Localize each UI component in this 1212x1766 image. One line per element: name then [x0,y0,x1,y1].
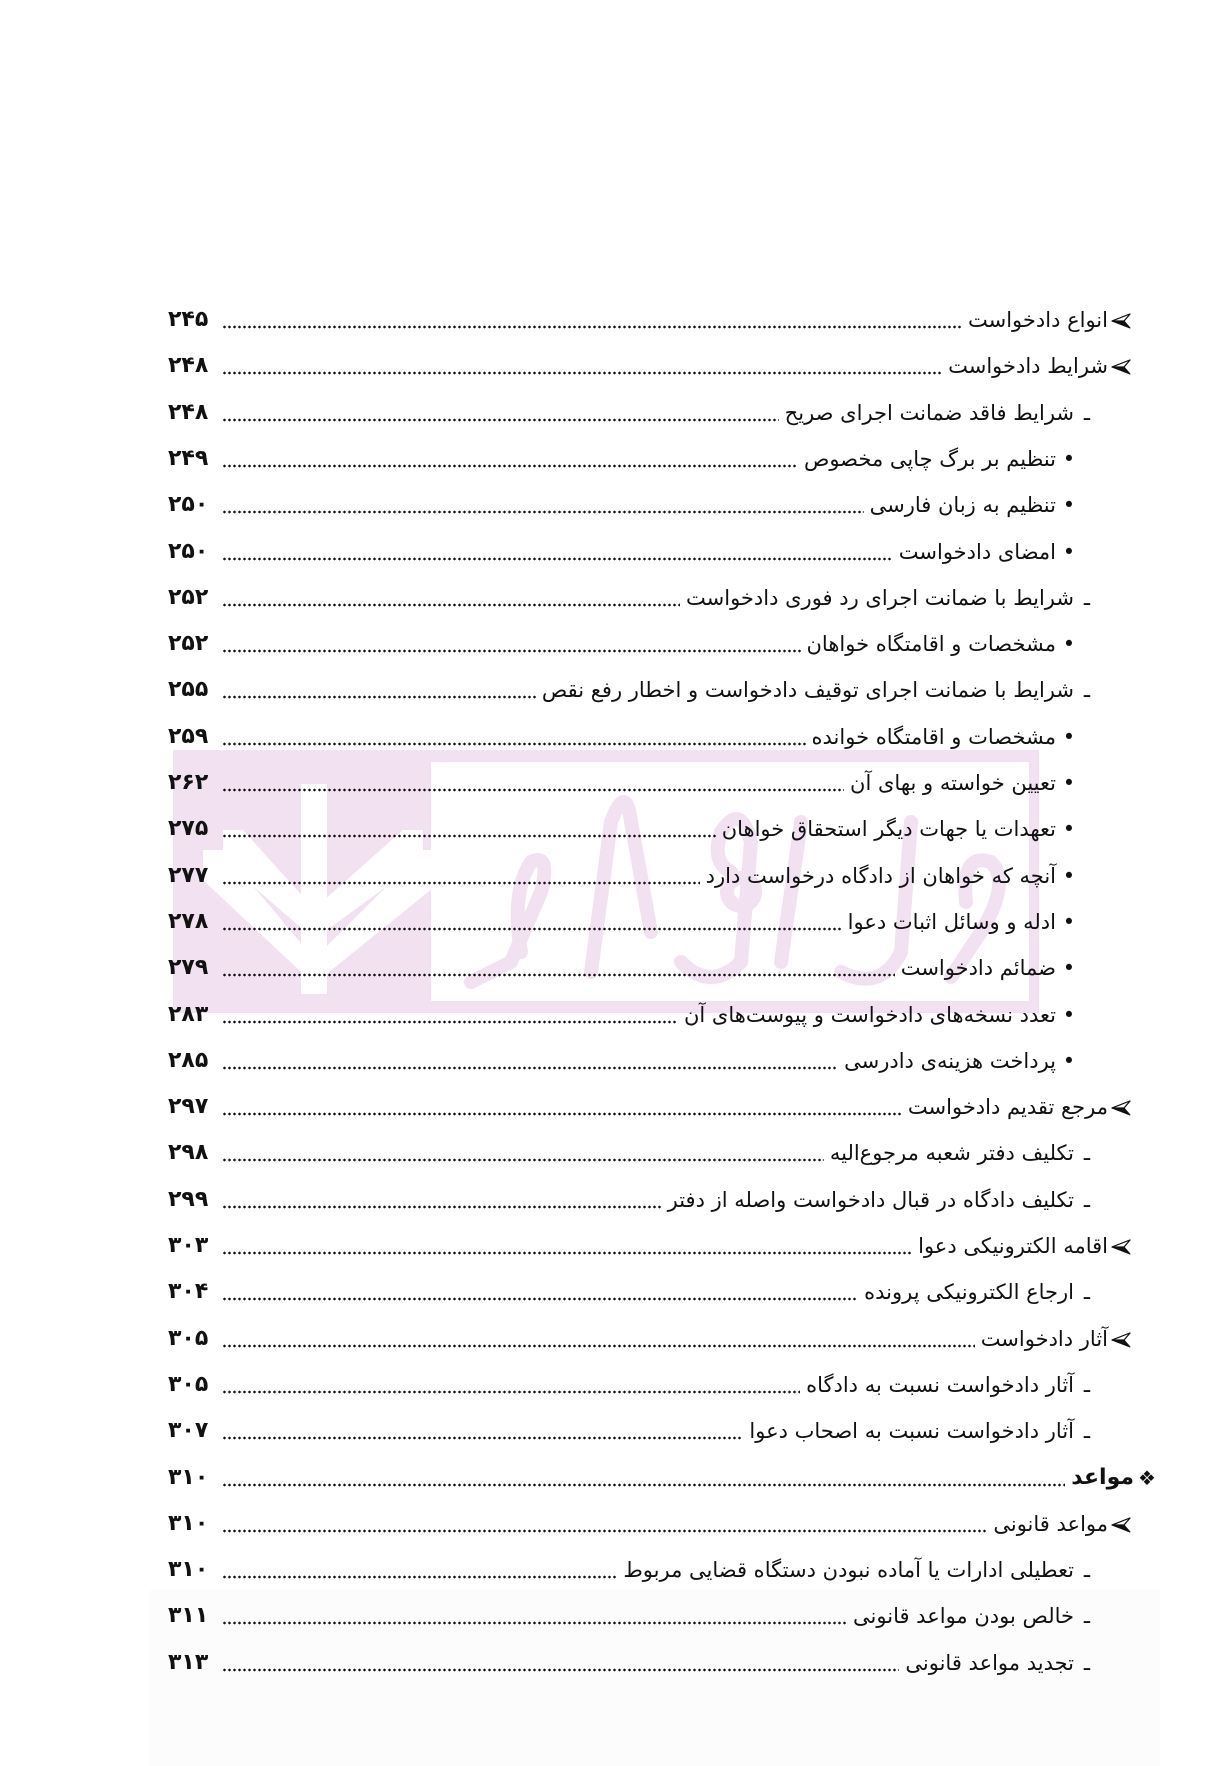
toc-entry[interactable] [168,763,1082,803]
entry-page-number: ۲۵۵ [168,677,209,703]
dot-leader [222,1205,662,1209]
toc-entry[interactable] [168,995,1082,1035]
dash-icon: ـ [1083,1604,1091,1629]
toc-entry[interactable] [168,532,1082,572]
entry-page-number: ۳۰۵ [168,1371,209,1397]
dot-leader [222,1529,987,1533]
entry-title: تنظیم بر برگ چاپی مخصوص [803,446,1056,471]
dot-leader [222,464,798,468]
bullet-icon: • [1062,1002,1076,1027]
dash-icon: ـ [1083,678,1091,703]
arrow-icon [1108,1319,1134,1359]
entry-page-number: ۲۷۹ [168,955,209,981]
entry-page-number: ۲۵۲ [168,584,209,610]
entry-title: تعهدات یا جهات دیگر استحقاق خواهان [721,817,1056,842]
toc-entry[interactable] [168,1319,1134,1359]
entry-title: شرایط با ضمانت اجرای رد فوری دادخواست [686,585,1074,610]
dot-leader [222,973,895,977]
entry-page-number: ۲۵۰ [168,492,209,518]
toc-entry[interactable] [168,1643,1100,1683]
entry-title: آنچه که خواهان از دادگاه درخواست دارد [705,863,1056,888]
entry-title: شرایط فاقد ضمانت اجرای صریح [784,400,1074,425]
entry-title: پرداخت هزینه‌ی دادرسی [844,1048,1056,1073]
dot-leader [222,881,700,885]
toc-entry[interactable] [168,1411,1100,1451]
dash-icon: ـ [1083,1419,1091,1444]
bullet-icon: • [1062,771,1076,795]
entry-title: ارجاع الکترونیکی پرونده [864,1280,1074,1305]
entry-page-number: ۲۴۸ [168,399,209,425]
bullet-icon: • [1062,909,1076,934]
entry-title: ادله و وسائل اثبات دعوا [847,909,1056,934]
dot-leader [222,1066,838,1070]
toc-entry[interactable] [168,1226,1134,1266]
entry-page-number: ۳۱۱ [168,1603,209,1629]
bullet-icon: • [1062,724,1076,749]
entry-page-number: ۲۹۹ [168,1186,209,1212]
entry-page-number: ۲۴۸ [168,353,209,379]
entry-title: اقامه الکترونیکی دعوا [918,1234,1108,1258]
entry-page-number: ۲۸۳ [168,1001,209,1027]
dash-icon: ـ [1083,585,1091,610]
entry-page-number: ۲۷۷ [168,862,209,888]
dot-leader [222,1621,847,1625]
entry-title: آثار دادخواست نسبت به اصحاب دعوا [749,1419,1074,1444]
dot-leader [222,1575,617,1579]
bullet-icon: • [1062,446,1076,471]
toc-entry[interactable] [168,1458,1160,1498]
entry-title: آثار دادخواست [980,1326,1108,1351]
toc-entry[interactable] [168,670,1100,710]
dot-leader [222,1344,975,1348]
arrow-icon [1108,1504,1134,1544]
entry-title: ضمائم دادخواست [900,956,1056,981]
dot-leader [222,927,842,931]
entry-page-number: ۳۰۵ [168,1325,209,1351]
toc-entry[interactable] [168,1365,1100,1405]
dot-leader [222,1112,902,1116]
entry-title: خالص بودن مواعد قانونی [853,1604,1074,1629]
dash-icon: ـ [1083,1372,1091,1397]
toc-entry[interactable] [168,393,1100,433]
entry-title: مواعد [1071,1464,1134,1490]
dash-icon: ـ [1083,400,1091,425]
dot-leader [222,649,801,653]
entry-page-number: ۲۵۰ [168,538,209,564]
dash-icon: ـ [1083,1650,1091,1675]
entry-title: امضای دادخواست [898,539,1056,564]
dot-leader [222,834,716,838]
dot-leader [222,742,806,746]
entry-page-number: ۲۸۵ [168,1047,209,1073]
toc-entry[interactable] [168,485,1082,525]
entry-title: مرجع تقدیم دادخواست [907,1095,1108,1120]
toc-entry[interactable] [168,439,1082,479]
toc-entry[interactable] [168,1180,1100,1220]
bullet-icon: • [1062,956,1076,981]
entry-page-number: ۲۵۲ [168,631,209,657]
dot-leader [222,1436,743,1440]
dot-leader [222,510,864,514]
toc-entry[interactable] [168,948,1082,988]
entry-page-number: ۲۴۹ [168,445,209,471]
arrow-icon [1108,346,1134,386]
entry-page-number: ۲۷۸ [168,908,209,934]
dot-leader [222,788,844,792]
bullet-icon: • [1062,1048,1076,1073]
dot-leader [222,695,536,699]
entry-page-number: ۳۰۴ [168,1279,209,1305]
entry-title: تجدید مواعد قانونی [905,1650,1074,1675]
toc-entry[interactable] [168,856,1082,896]
toc-entry[interactable] [168,300,1134,340]
dot-leader [222,1668,899,1672]
bullet-icon: • [1062,632,1076,657]
entry-title: شرایط با ضمانت اجرای توقیف دادخواست و اخطار رفع نقص [541,678,1074,703]
entry-page-number: ۳۱۳ [168,1649,209,1675]
toc-entry[interactable] [168,717,1082,757]
bullet-icon: • [1062,539,1076,564]
dash-icon: ـ [1083,1280,1091,1305]
entry-title: انواع دادخواست [968,308,1108,332]
dash-icon: ـ [1083,1187,1091,1212]
dot-leader [222,371,942,375]
entry-page-number: ۲۵۹ [168,723,209,749]
entry-title: مشخصات و اقامتگاه خواهان [806,632,1056,657]
toc-entry[interactable] [168,1133,1100,1173]
toc-entry[interactable] [168,1087,1134,1127]
entry-title: شرایط دادخواست [948,354,1108,379]
entry-page-number: ۲۷۵ [168,816,209,842]
dot-leader [222,325,962,329]
entry-title: آثار دادخواست نسبت به دادگاه [806,1372,1074,1397]
toc-entry[interactable] [168,1550,1100,1590]
bullet-icon: • [1062,493,1076,518]
entry-title: تنظیم به زبان فارسی [869,493,1056,518]
entry-page-number: ۳۰۳ [168,1233,209,1258]
entry-page-number: ۲۶۲ [168,770,209,795]
arrow-icon [1108,1226,1134,1266]
dot-leader [222,1020,678,1024]
entry-title: تکلیف دادگاه در قبال دادخواست واصله از دفتر [667,1187,1074,1212]
toc-entry[interactable] [168,1596,1100,1636]
dot-leader [222,557,893,561]
bullet-icon: • [1062,863,1076,888]
toc-entry[interactable] [168,624,1082,664]
toc-entry[interactable] [168,346,1134,386]
entry-page-number: ۲۹۸ [168,1140,209,1166]
arrow-icon [1108,300,1134,340]
entry-title: مواعد قانونی [993,1511,1108,1536]
dot-leader [222,1297,858,1301]
diamond-icon: ❖ [1138,1465,1156,1490]
bullet-icon: • [1062,817,1076,842]
entry-title: مشخصات و اقامتگاه خوانده [811,724,1056,749]
entry-page-number: ۲۹۷ [168,1094,209,1120]
dot-leader [222,1390,800,1394]
dash-icon: ـ [1083,1141,1091,1166]
arrow-icon [1108,1087,1134,1127]
entry-title: تعطیلی ادارات یا آماده نبودن دستگاه قضایی مربوط [623,1558,1074,1583]
dot-leader [222,418,779,422]
dot-leader [222,603,680,607]
entry-page-number: ۳۱۰ [168,1557,209,1583]
dot-leader [222,1251,912,1255]
entry-title: تعدد نسخه‌های دادخواست و پیوست‌های آن [683,1002,1056,1027]
dash-icon: ـ [1083,1558,1091,1583]
toc-entry[interactable] [168,902,1082,942]
toc-entry[interactable] [168,809,1082,849]
entry-page-number: ۳۰۷ [168,1418,209,1444]
entry-title: تکلیف دفتر شعبه مرجوع‌الیه [829,1141,1074,1166]
toc-entry[interactable] [168,1041,1082,1081]
entry-page-number: ۲۴۵ [168,307,209,332]
entry-page-number: ۳۱۰ [168,1464,209,1490]
entry-page-number: ۳۱۰ [168,1510,209,1536]
toc-entry[interactable] [168,1504,1134,1544]
dot-leader [222,1158,824,1162]
toc-entry[interactable] [168,1272,1100,1312]
toc-entry[interactable] [168,578,1100,618]
entry-title: تعیین خواسته و بهای آن [850,771,1056,795]
dot-leader [222,1483,1065,1487]
